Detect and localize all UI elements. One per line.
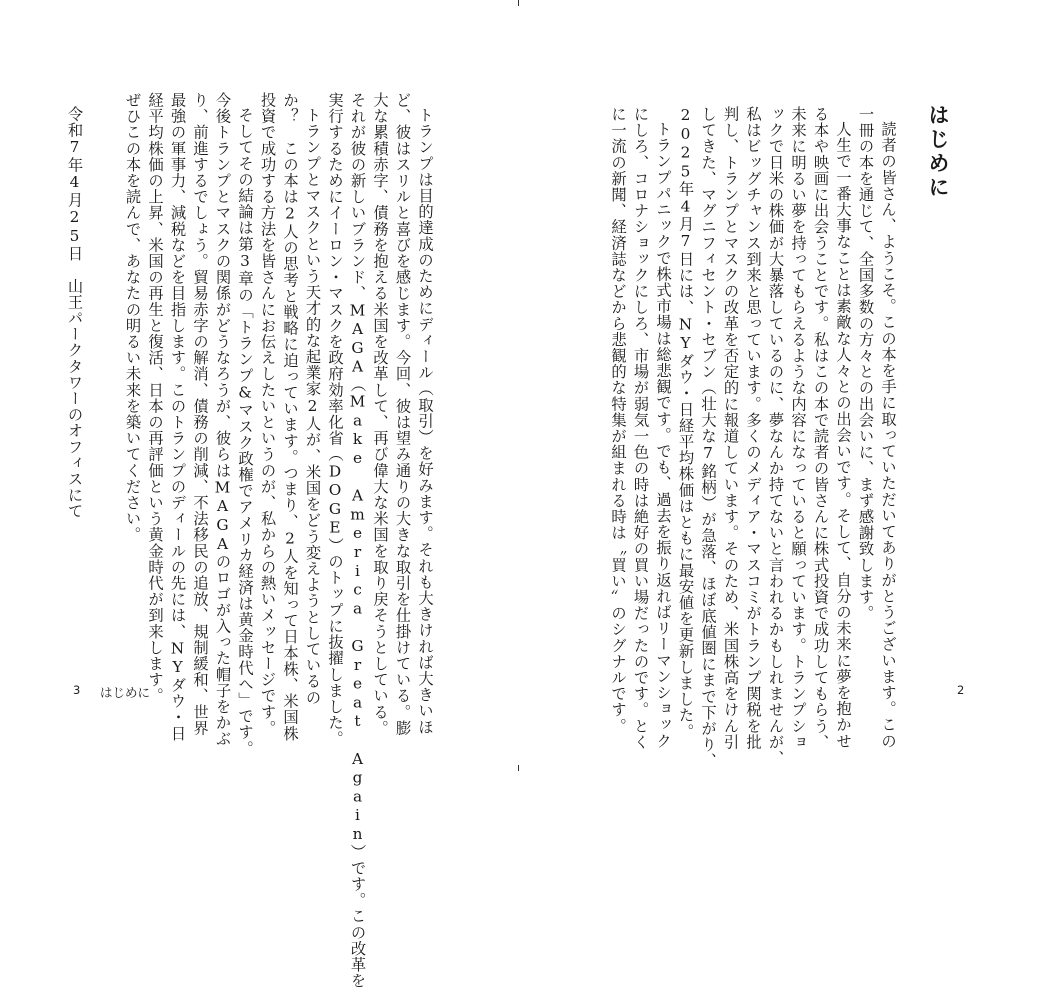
paragraph-line: る本や映画に出会うことです。私はこの本で読者の皆さんに株式投資で成功してもらう、 [811,106,830,750]
right-page-body [607,106,900,769]
paragraph-line: 経平均株価の上昇、米国の再生と復活、日本の再評価という黄金時代が到来します。 [146,92,164,704]
paragraph-line: 大な累積赤字、債務を抱える米国を改革して、再び偉大な米国を取り戻そうとしている。 [371,92,389,736]
page-number: 3 [73,683,81,697]
paragraph-line: に一流の新聞、経済誌などから悲観的な特集が組まれる時は〝買い〟のシグナルです。 [609,106,627,734]
paragraph-line: にしろ、コロナショックにしろ、市場が弱気一色の時は絶好の買い場だったのです。とく [631,106,650,750]
paragraph-line: それが彼の新しいブランド、MAGA（Make America Great Again）です。この改革を [348,92,367,989]
paragraph-line: ックで日米の株価が大暴落しているのに、夢なんか持てないと言われるかもしれませんが、 [766,106,785,767]
paragraph-line: 判し、トランプとマスクの改革を否定的に報道しています。そのため、米国株高をけん引 [721,106,740,750]
paragraph-line: ど、彼はスリルと喜びを感じます。今回、彼は望み通りの大きな取引を仕掛けている。膨 [393,92,412,736]
paragraph-line: トランプとマスクという天才的な起業家2人が、米国をどう変えようとしているの [303,107,322,706]
paragraph-line: トランプは目的達成のためにディール（取引）を好みます。それも大きければ大きいほ [416,107,434,736]
paragraph-line: 最強の軍事力、減税などを目指します。このトランプのディールの先には、NYダウ・日 [168,92,187,742]
paragraph-line: トランプパニックで株式市場は総悲観です。でも、過去を振り返ればリーマンショック [654,121,672,750]
date-signature: 令和7年4月25日 山王パークタワーのオフィスにて [65,106,84,520]
paragraph-line: 今後トランプとマスクの関係がどうなろうが、彼らはMAGAのロゴが入った帽子をかぶ [213,92,232,747]
paragraph-line: ぜひこの本を読んで、あなたの明るい未来を築いてください。 [123,92,142,543]
paragraph-line: 2025年4月7日には、NYダウ・日経平均株価はともに最安値を更新しました。 [676,106,695,740]
paragraph-line: してきた、マグニフィセント・セブン（壮大な7銘柄）が急落、ほぼ底値圏にまで下がり、 [699,106,717,769]
page-number: 2 [957,683,965,697]
paragraph-line: 私はビッグチャンス到来と思っています。多くのメディア・マスコミがトランプ関税を批 [744,106,762,750]
paragraph-line: 人生で一番大事なことは素敵な人々との出会いです。そして、自分の未来に夢を抱かせ [834,121,852,750]
paragraph-line: 読者の皆さん、ようこそ。この本を手に取っていただいてありがとうございます。この [879,121,897,750]
paragraph-line: 実行するためにイーロン・マスクを政府効率化省（DOGE）のトップに抜擢しました。 [326,92,344,747]
chapter-heading: はじめに [926,104,950,200]
running-head: はじめに [100,685,151,700]
paragraph-line: か？ この本は2人の思考と戦略に迫っています。つまり、2人を知って日本株、米国株 [281,92,299,742]
paragraph-line: そしてその結論は第3章の「トランプ&マスク政権でアメリカ経済は黄金時代へ」です。 [236,107,254,757]
paragraph-line: 未来に明るい夢を持ってもらえるような内容になっていると願っています。トランプショ [789,106,807,750]
paragraph-line: り、前進するでしょう。貿易赤字の解消、債務の削減、不法移民の追放、規制緩和、世界 [191,92,209,736]
paragraph-line: 一冊の本を通じて、全国多数の方々との出会いに、まず感謝致します。 [856,106,875,622]
paragraph-line: 投資で成功する方法を皆さんにお伝えしたいというのが、私からの熱いメッセージです。 [258,92,277,736]
